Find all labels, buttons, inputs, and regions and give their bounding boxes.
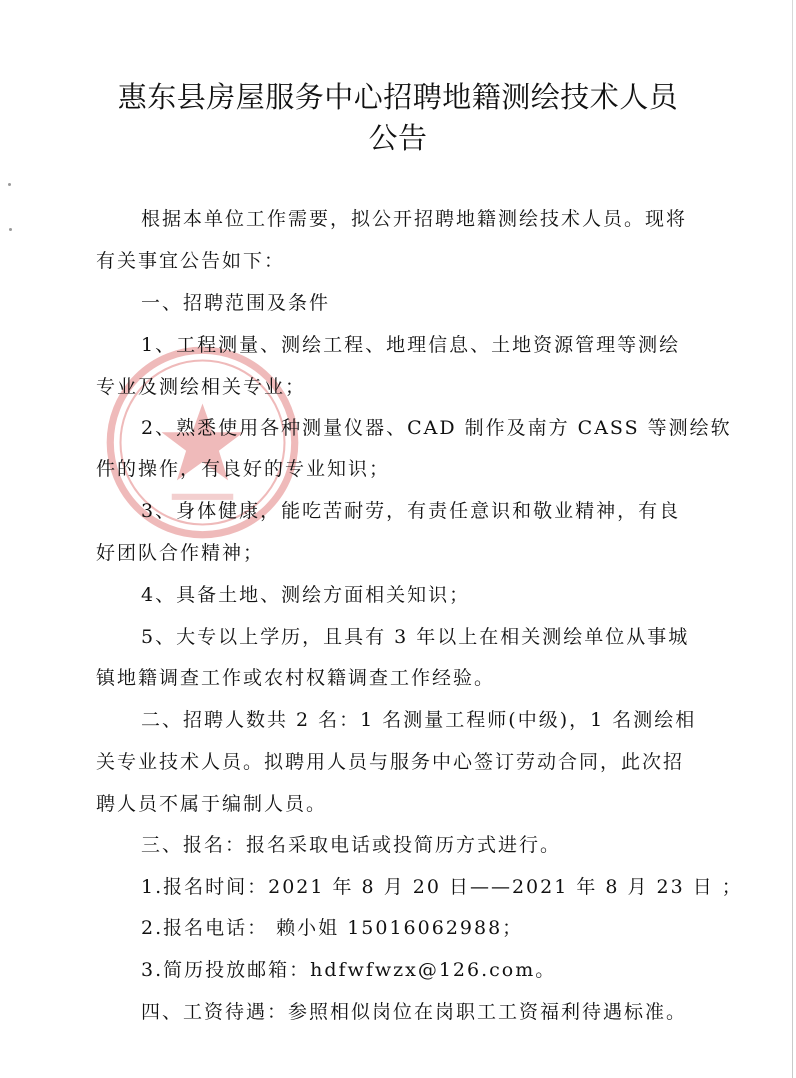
- text-line: 镇地籍调查工作或农村权籍调查工作经验。: [96, 667, 496, 689]
- text-line: 关专业技术人员。拟聘用人员与服务中心签订劳动合同，此次招: [96, 751, 685, 773]
- text-line: 3、身体健康，能吃苦耐劳，有责任意识和敬业精神，有良: [141, 500, 681, 522]
- signup-time: 1.报名时间：2021 年 8 月 20 日——2021 年 8 月 23 日 ；: [141, 876, 743, 898]
- section-heading: 三、报名：报名采取电话或投简历方式进行。: [141, 834, 562, 856]
- text-line: 有关事宜公告如下：: [96, 250, 286, 272]
- scan-edge-line: [792, 0, 793, 1078]
- section-heading: 二、招聘人数共 2 名：1 名测量工程师(中级)，1 名测绘相: [141, 709, 697, 731]
- scan-speck: [8, 183, 11, 186]
- section-heading: 一、招聘范围及条件: [141, 292, 331, 314]
- text-line: 根据本单位工作需要，拟公开招聘地籍测绘技术人员。现将: [141, 208, 688, 230]
- resume-email: 3.简历投放邮箱：hdfwfwzx@126.com。: [141, 959, 557, 981]
- text-line: 4、具备土地、测绘方面相关知识；: [141, 584, 471, 606]
- text-line: 件的操作，有良好的专业知识；: [96, 458, 391, 480]
- text-line: 好团队合作精神；: [96, 542, 265, 564]
- text-line: 2、熟悉使用各种测量仪器、CAD 制作及南方 CASS 等测绘软: [141, 417, 732, 439]
- text-line: 专业及测绘相关专业；: [96, 376, 307, 398]
- text-line: 5、大专以上学历，且具有 3 年以上在相关测绘单位从事城: [141, 626, 690, 648]
- section-heading: 四、工资待遇：参照相似岗位在岗职工工资福利待遇标准。: [141, 1001, 688, 1023]
- notice-title-line2: 公告: [368, 121, 428, 155]
- notice-title-line1: 惠东县房屋服务中心招聘地籍测绘技术人员: [117, 80, 679, 114]
- text-line: 1、工程测量、测绘工程、地理信息、土地资源管理等测绘: [141, 334, 681, 356]
- text-line: 聘人员不属于编制人员。: [96, 793, 328, 815]
- scan-speck: [9, 228, 12, 231]
- signup-phone: 2.报名电话： 赖小姐 15016062988；: [141, 917, 524, 939]
